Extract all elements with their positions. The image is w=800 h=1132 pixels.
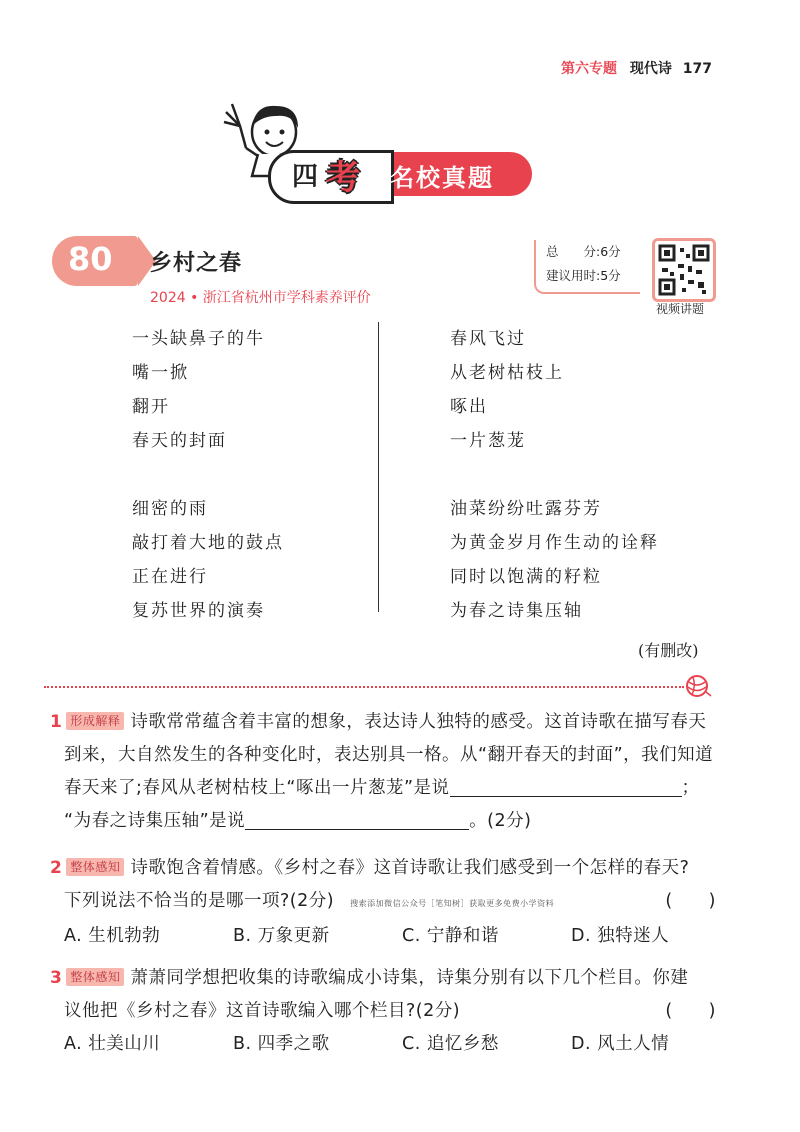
question-tag: 整体感知 (66, 968, 124, 986)
question-text: ； (681, 778, 700, 798)
answer-blank-1[interactable] (450, 776, 682, 797)
question-text: 到来，大自然发生的各种变化时，表达别具一格。从“翻开春天的封面”，我们知道 (64, 745, 714, 765)
question-3 (50, 962, 730, 1061)
score-total: 总 分:6分 (546, 244, 621, 259)
header-chapter: 现代诗 (629, 61, 672, 77)
poem-line: 一头缺鼻子的牛 (132, 329, 265, 349)
score-box (534, 240, 640, 294)
poem-line: 油菜纷纷吐露芬芳 (450, 499, 602, 519)
poem-line: 从老树枯枝上 (450, 363, 564, 383)
qr-caption: 视频讲题 (656, 302, 705, 316)
question-number: 1 (50, 712, 63, 732)
section-banner (268, 148, 536, 200)
question-number: 3 (50, 968, 63, 988)
answer-paren[interactable]: ( ) (665, 1001, 716, 1021)
question-2 (50, 852, 730, 953)
question-tag: 整体感知 (66, 858, 124, 876)
question-text: 。(2分) (469, 811, 532, 831)
poem-line: 一片葱茏 (450, 431, 526, 451)
poem-line: 为黄金岁月作生动的诠释 (450, 533, 659, 553)
poem-left-column (132, 322, 284, 628)
answer-paren[interactable]: ( ) (665, 891, 716, 911)
edit-note: (有删改) (638, 641, 699, 660)
poem-line: 细密的雨 (132, 499, 208, 519)
banner-title: 名校真题 (390, 164, 494, 192)
poem-line: 复苏世界的演奏 (132, 601, 265, 621)
poem-line: 敲打着大地的鼓点 (132, 533, 284, 553)
option-b[interactable]: B. 万象更新 (233, 926, 330, 946)
question-text: 萧萧同学想把收集的诗歌编成小诗集，诗集分别有以下几个栏目。你建 (130, 968, 689, 988)
poem-line: 春天的封面 (132, 431, 227, 451)
question-text: 下列说法不恰当的是哪一项?(2分) (64, 891, 335, 911)
poem-title: 乡村之春 (150, 251, 243, 276)
poem-right-column (450, 322, 659, 628)
problem-number-badge (52, 236, 138, 286)
question-1 (50, 706, 730, 838)
dotted-separator (44, 686, 684, 688)
option-a[interactable]: A. 生机勃勃 (64, 926, 161, 946)
running-header (561, 58, 712, 78)
question-text: “为春之诗集压轴”是说 (64, 811, 246, 831)
yarn-ball-icon (684, 674, 712, 698)
banner-si: 四 (292, 162, 319, 192)
banner-kao: 考 (326, 158, 360, 198)
poem-line: 翻开 (132, 397, 170, 417)
watermark-text: 搜索添加微信公众号［笔知树］获取更多免费小学资料 (350, 899, 555, 908)
poem-line: 嘴一掀 (132, 363, 189, 383)
answer-blank-2[interactable] (245, 809, 469, 830)
question-text: 诗歌常常蕴含着丰富的想象，表达诗人独特的感受。这首诗歌在描写春天 (130, 712, 707, 732)
page-number: 177 (682, 61, 712, 77)
question-text: 诗歌饱含着情感。《乡村之春》这首诗歌让我们感受到一个怎样的春天? (130, 858, 690, 878)
question-tag: 形成解释 (66, 712, 124, 730)
problem-source: 2024 • 浙江省杭州市学科素养评价 (150, 290, 371, 306)
option-c[interactable]: C. 宁静和谐 (402, 926, 499, 946)
poem-line: 为春之诗集压轴 (450, 601, 583, 621)
score-time: 建议用时:5分 (546, 268, 621, 283)
option-c[interactable]: C. 追忆乡愁 (402, 1034, 499, 1054)
option-a[interactable]: A. 壮美山川 (64, 1034, 161, 1054)
poem-line: 同时以饱满的籽粒 (450, 567, 602, 587)
qr-code-icon[interactable] (652, 238, 716, 302)
option-b[interactable]: B. 四季之歌 (233, 1034, 330, 1054)
option-d[interactable]: D. 风土人情 (571, 1034, 670, 1054)
poem-line: 春风飞过 (450, 329, 526, 349)
option-d[interactable]: D. 独特迷人 (571, 926, 670, 946)
poem-line: 啄出 (450, 397, 488, 417)
question-text: 春天来了;春风从老树枯枝上“啄出一片葱茏”是说 (64, 778, 450, 798)
problem-number: 80 (68, 240, 113, 278)
question-number: 2 (50, 858, 63, 878)
poem-line: 正在进行 (132, 567, 208, 587)
header-topic: 第六专题 (561, 61, 618, 77)
poem-divider (378, 322, 379, 612)
question-text: 议他把《乡村之春》这首诗歌编入哪个栏目?(2分) (64, 1001, 461, 1021)
